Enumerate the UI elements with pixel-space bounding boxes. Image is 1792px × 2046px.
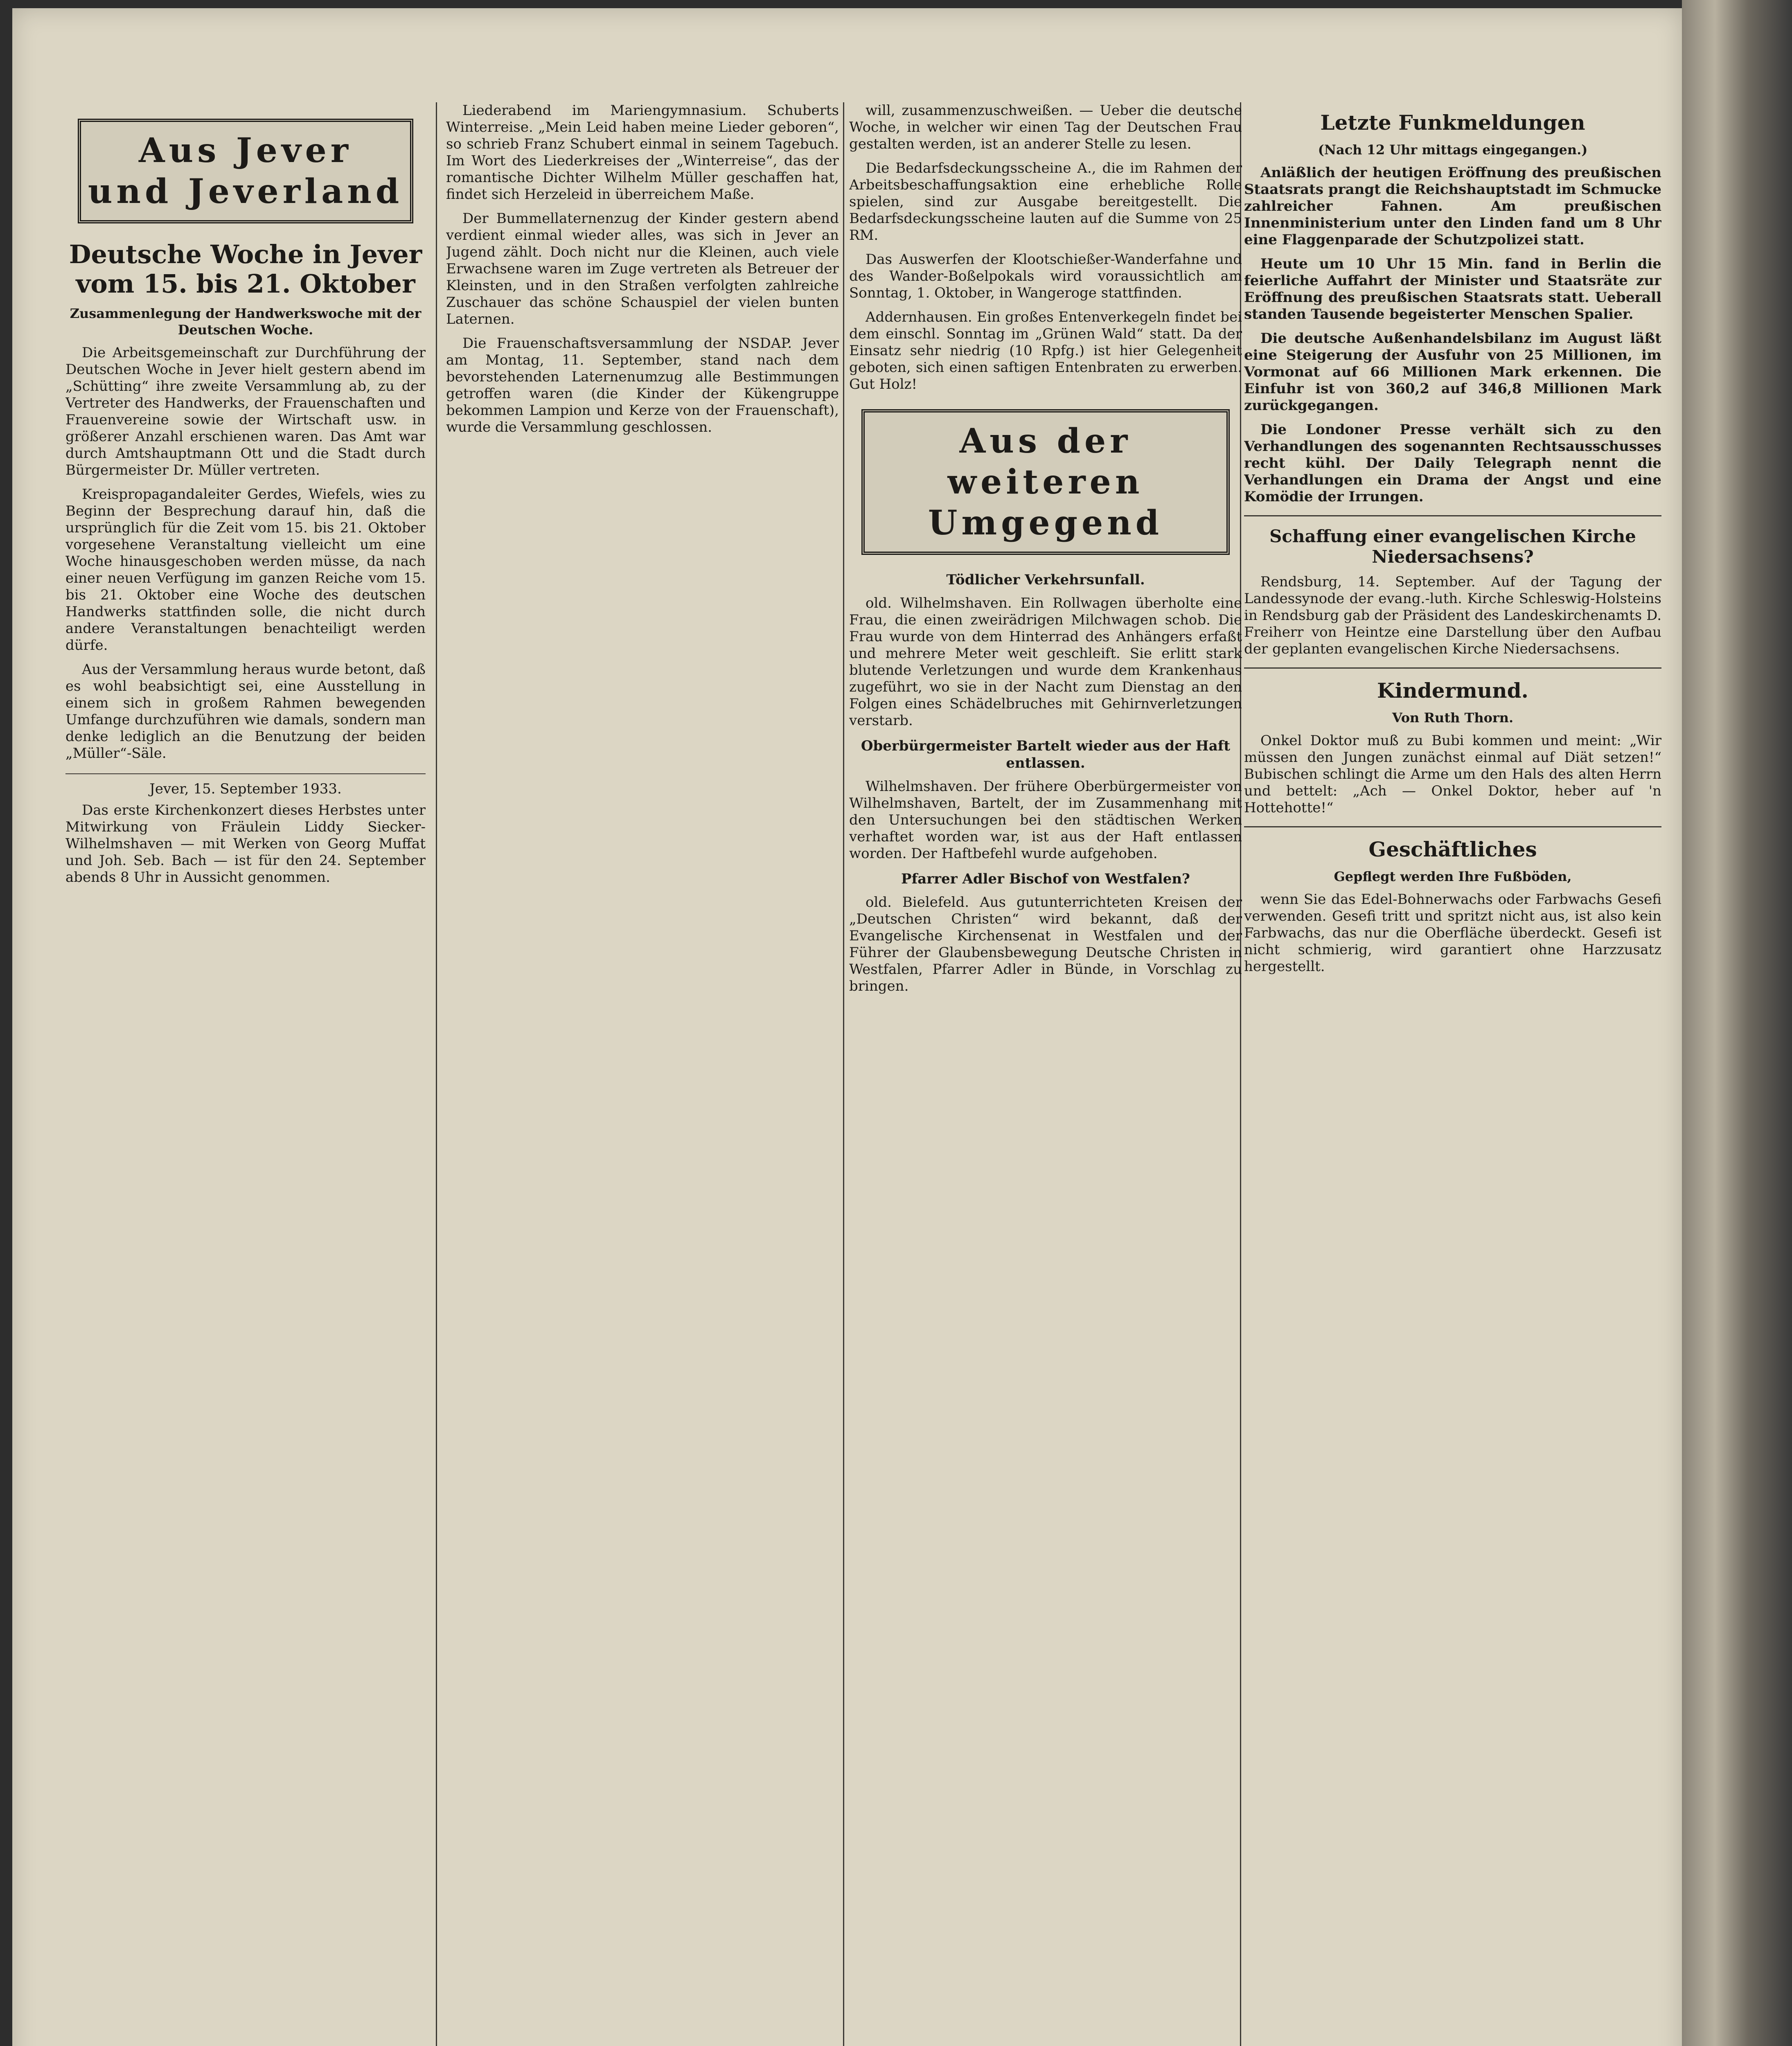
article-paragraph: Die Bedarfsdeckungsscheine A., die im Rahmen der Arbeitsbeschaffungsaktion eine erhebliche Rolle spielen, sind zur Ausgabe bereitgestellt. Die Bedarfsdeckungsscheine lauten auf die Summe von 25 RM. — [849, 160, 1242, 243]
column-2 — [446, 102, 839, 2046]
article-paragraph: Kreispropagandaleiter Gerdes, Wiefels, wies zu Beginn der Besprechung darauf hin, daß die ursprünglich für die Zeit vom 15. bis 21. Oktober vorgesehene Veranstaltung vielleicht um eine Woche hinausgeschoben werden müsse, da nach einer neuen Verfügung im ganzen Reiche vom 15. bis 21. Oktober eine Woche des deutschen Handwerks stattfinden solle, die nicht durch andere Veranstaltungen benachteiligt werden dürfe. — [65, 486, 426, 653]
column-rule — [436, 102, 437, 2046]
story-headline: Kindermund. — [1377, 678, 1528, 703]
section-box-line: Umgegend — [928, 503, 1163, 543]
story-paragraph: old. Wilhelmshaven. Ein Rollwagen überholte eine Frau, die einen zweirädrigen Milchwagen schob. Die Frau wurde von dem Hinterrad des Anhängers erfaßt und mehrere Meter weit geschleift. Sie erlitt stark blutende Verletzungen und wurde dem Krankenhaus zugeführt, wo sie in der Nacht zum Dienstag an den Folgen eines Schädelbruches mit Gehirnverletzungen verstarb. — [849, 595, 1242, 729]
binding-edge — [1682, 0, 1792, 2046]
article-paragraph: Das Auswerfen der Klootschießer-Wanderfahne und des Wander-Boßelpokals wird voraussichtlich am Sonntag, 1. Oktober, in Wangeroge stattfinden. — [849, 251, 1242, 301]
story-paragraph: Rendsburg, 14. September. Auf der Tagung der Landessynode der evang.-luth. Kirche Schleswig-Holsteins in Rendsburg gab der Präsident des Landeskirchenamts D. Freiherr von Heintze eine Darstellung über den Aufbau der geplanten evangelischen Kirche Niedersachsens. — [1244, 574, 1661, 657]
newspaper-page — [12, 8, 1682, 2046]
article-headline: Deutsche Woche in Jever vom 15. bis 21. Oktober — [69, 239, 422, 299]
section-box-line: Aus Jever — [139, 131, 352, 170]
news-paragraph: Anläßlich der heutigen Eröffnung des preußischen Staatsrats prangt die Reichshauptstadt im Schmucke zahlreicher Fahnen. Am preußischen Innenministerium unter den Linden fand um 8 Uhr eine Flaggenparade der Schutzpolizei statt. — [1244, 164, 1661, 248]
column-1 — [65, 102, 426, 2046]
section-box-line: und Jeverland — [88, 172, 403, 211]
story-subheadline: Gepflegt werden Ihre Fußböden, — [1334, 869, 1572, 884]
funkmeldungen-headline: Letzte Funkmeldungen — [1320, 110, 1585, 135]
column-rule — [843, 102, 844, 2046]
article-paragraph: Die Arbeitsgemeinschaft zur Durchführung der Deutschen Woche in Jever hielt gestern abend im „Schütting“ ihre zweite Versammlung ab, zu der Vertreter des Handwerks, der Frauenschaften und Frauenvereine sowie der Wirtschaft usw. in größerer Anzahl erschienen waren. Das Amt war durch Amtshauptmann Ott und die Stadt durch Bürgermeister Dr. Müller vertreten. — [65, 345, 426, 478]
column-3 — [849, 102, 1242, 2046]
funkmeldungen-subheadline: (Nach 12 Uhr mittags eingegangen.) — [1318, 142, 1588, 158]
article-subheadline: Zusammenlegung der Handwerkswoche mit der Deutschen Woche. — [70, 306, 422, 338]
story-paragraph: Onkel Doktor muß zu Bubi kommen und meint: „Wir müssen den Jungen zunächst einmal auf Diät setzen!“ Bubischen schlingt die Arme um den Hals des alten Herrn und bettelt: „Ach — Onkel Doktor, heber auf 'n Hottehotte!“ — [1244, 732, 1661, 816]
story-byline: Von Ruth Thorn. — [1392, 710, 1514, 726]
section-box-umgegend — [861, 409, 1230, 555]
news-paragraph: Die Londoner Presse verhält sich zu den Verhandlungen des sogenannten Rechtsausschusses recht kühl. Der Daily Telegraph nennt die Verhandlungen ein Drama der Angst und eine Komödie der Irrungen. — [1244, 421, 1661, 505]
section-box-jever — [78, 119, 413, 223]
section-box-line: Aus der weiteren — [947, 421, 1144, 502]
story-headline: Geschäftliches — [1368, 837, 1537, 861]
story-paragraph: old. Bielefeld. Aus gutunterrichteten Kreisen der „Deutschen Christen“ wird bekannt, daß der Evangelische Kirchensenat in Westfalen und der Führer der Glaubensbewegung Deutsche Christen in Westfalen, Pfarrer Adler in Bünde, in Vorschlag zu bringen. — [849, 894, 1242, 994]
news-paragraph: Die deutsche Außenhandelsbilanz im August läßt eine Steigerung der Ausfuhr von 25 Millionen, im Vormonat auf 66 Millionen Mark erkennen. Die Einfuhr ist von 360,2 auf 346,8 Millionen Mark zurückgegangen. — [1244, 330, 1661, 414]
story-headline: Pfarrer Adler Bischof von Westfalen? — [901, 871, 1190, 887]
section-divider — [1244, 667, 1661, 669]
story-paragraph: Wilhelmshaven. Der frühere Oberbürgermeister von Wilhelmshaven, Bartelt, der im Zusammenhang mit den Untersuchungen bei den städtischen Werken verhaftet worden war, ist aus der Haft entlassen worden. Der Haftbefehl wurde aufgehoben. — [849, 778, 1242, 862]
dateline: Jever, 15. September 1933. — [65, 773, 426, 798]
story-headline: Tödlicher Verkehrsunfall. — [946, 572, 1145, 588]
story-headline: Schaffung einer evangelischen Kirche Niedersachsens? — [1269, 526, 1636, 567]
story-paragraph: wenn Sie das Edel-Bohnerwachs oder Farbwachs Gesefi verwenden. Gesefi tritt und spritzt nicht aus, ist also kein Farbwachs, das nur die Oberfläche überdeckt. Gesefi ist nicht schmierig, wird garantiert ohne Harzzusatz hergestellt. — [1244, 891, 1661, 975]
article-paragraph: Aus der Versammlung heraus wurde betont, daß es wohl beabsichtigt sei, eine Ausstellung in einem sich in großem Rahmen bewegenden Umfange durchzuführen wie damals, sondern man denke lediglich an die Benutzung der beiden „Müller“-Säle. — [65, 661, 426, 762]
column-4 — [1244, 102, 1661, 2046]
article-paragraph: Liederabend im Mariengymnasium. Schuberts Winterreise. „Mein Leid haben meine Lieder geboren“, so schrieb Franz Schubert einmal in seinem Tagebuch. Im Wort des Liederkreises der „Winterreise“, das der romantische Dichter Wilhelm Müller geschaffen hat, findet sich Herzeleid in überreichem Maße. — [446, 102, 839, 203]
article-paragraph: Die Frauenschaftsversammlung der NSDAP. Jever am Montag, 11. September, stand nach dem bevorstehenden Laternenumzug alle Bestimmungen getroffen waren (die Kinder der Kükengruppe bekommen Lampion und Kerze von der Frauenschaft), wurde die Versammlung geschlossen. — [446, 335, 839, 435]
article-paragraph: will, zusammenzuschweißen. — Ueber die deutsche Woche, in welcher wir einen Tag der Deutschen Frau gestalten werden, ist an anderer Stelle zu lesen. — [849, 102, 1242, 152]
article-paragraph: Der Bummellaternenzug der Kinder gestern abend verdient einmal wieder alles, was sich in Jever an Jugend zählt. Doch nicht nur die Kleinen, auch viele Erwachsene waren im Zuge vertreten als Betreuer der Kleinsten, und in den Straßen verfolgten zahlreiche Zuschauer das schöne Schauspiel der vielen bunten Laternen. — [446, 210, 839, 327]
section-divider — [1244, 826, 1661, 827]
article-paragraph: Addernhausen. Ein großes Entenverkegeln findet bei dem einschl. Sonntag im „Grünen Wald“ statt. Da der Einsatz sehr niedrig (10 Rpfg.) ist hier Gelegenheit geboten, sich einen saftigen Entenbraten zu erwerben. Gut Holz! — [849, 309, 1242, 392]
story-headline: Oberbürgermeister Bartelt wieder aus der Haft entlassen. — [861, 738, 1231, 771]
news-paragraph: Heute um 10 Uhr 15 Min. fand in Berlin die feierliche Auffahrt der Minister und Staatsräte zur Eröffnung des preußischen Staatsrats statt. Ueberall standen Tausende begeisterter Menschen Spalier. — [1244, 256, 1661, 322]
notice-paragraph: Das erste Kirchenkonzert dieses Herbstes unter Mitwirkung von Fräulein Liddy Siecker-Wilhelmshaven — mit Werken von Georg Muffat und Joh. Seb. Bach — ist für den 24. September abends 8 Uhr in Aussicht genommen. — [65, 802, 426, 886]
section-divider — [1244, 515, 1661, 516]
